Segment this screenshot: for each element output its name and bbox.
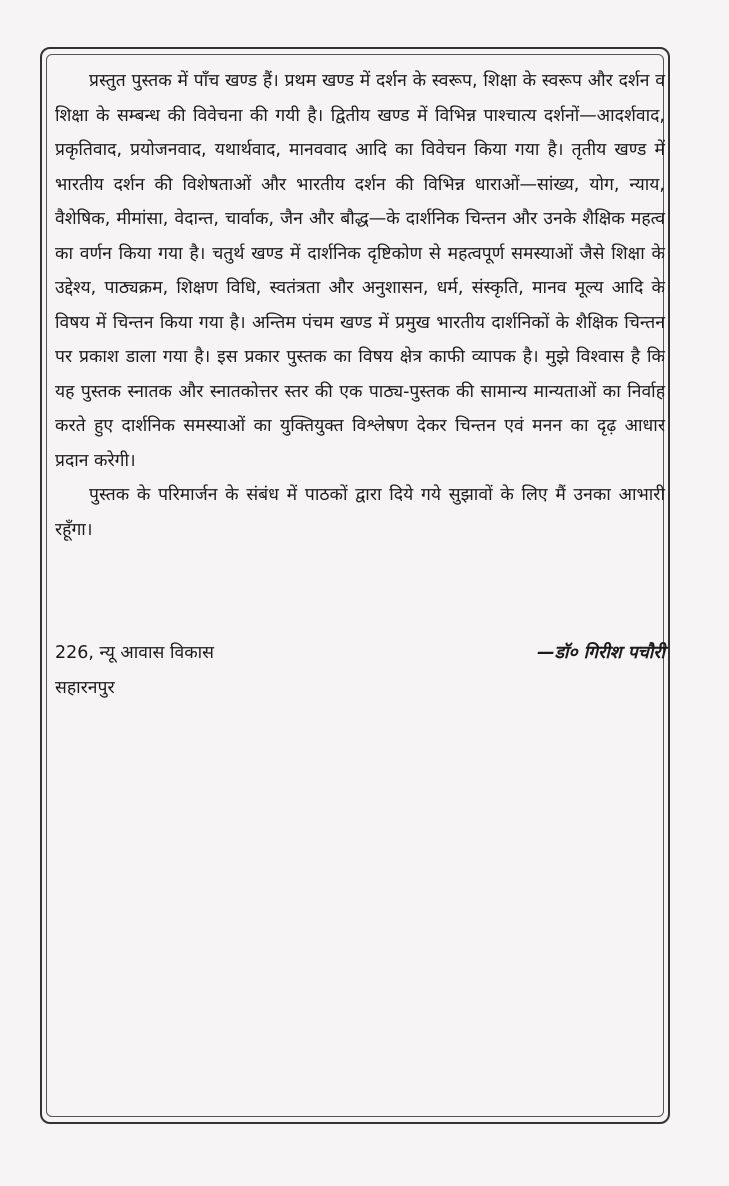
footer (55, 636, 665, 706)
author-signature: —डॉ० गिरीश पचौरी (537, 643, 665, 663)
address-line-2: सहारनपुर (55, 678, 115, 698)
address-line-1: 226, न्यू आवास विकास (55, 643, 215, 663)
preface-body (55, 64, 665, 547)
paragraph-2: पुस्तक के परिमार्जन के संबंध में पाठकों द्वारा दिये गये सुझावों के लिए मैं उनका आभारी रहूँगा। (55, 485, 665, 540)
paragraph-1: प्रस्तुत पुस्तक में पाँच खण्ड हैं। प्रथम खण्ड में दर्शन के स्वरूप, शिक्षा के स्वरूप और दर्शन व शिक्षा के सम्बन्ध की विवेचना की गयी है। द्वितीय खण्ड में विभिन्न पाश्चात्य दर्शनों—आदर्शवाद, प्रकृतिवाद, प्रयोजनवाद, यथार्थवाद, मानववाद आदि का विवेचन किया गया है। तृतीय खण्ड में भारतीय दर्शन की विशेषताओं और भारतीय दर्शन की विभिन्न धाराओं—सांख्य, योग, न्याय, वैशेषिक, मीमांसा, वेदान्त, चार्वाक, जैन और बौद्ध—के दार्शनिक चिन्तन और उनके शैक्षिक महत्व का वर्णन किया गया है। चतुर्थ खण्ड में दार्शनिक दृष्टिकोण से महत्वपूर्ण समस्याओं जैसे शिक्षा के उद्देश्य, पाठ्यक्रम, शिक्षण विधि, स्वतंत्रता और अनुशासन, धर्म, संस्कृति, मानव मूल्य आदि के विषय में चिन्तन किया गया है। अन्तिम पंचम खण्ड में प्रमुख भारतीय दार्शनिकों के शैक्षिक चिन्तन पर प्रकाश डाला गया है। इस प्रकार पुस्तक का विषय क्षेत्र काफी व्यापक है। मुझे विश्वास है कि यह पुस्तक स्नातक और स्नातकोत्तर स्तर की एक पाठ्य-पुस्तक की सामान्य मान्यताओं का निर्वाह करते हुए दार्शनिक समस्याओं का युक्तियुक्त विश्लेषण देकर चिन्तन एवं मनन का दृढ़ आधार प्रदान करेगी। (55, 71, 665, 471)
